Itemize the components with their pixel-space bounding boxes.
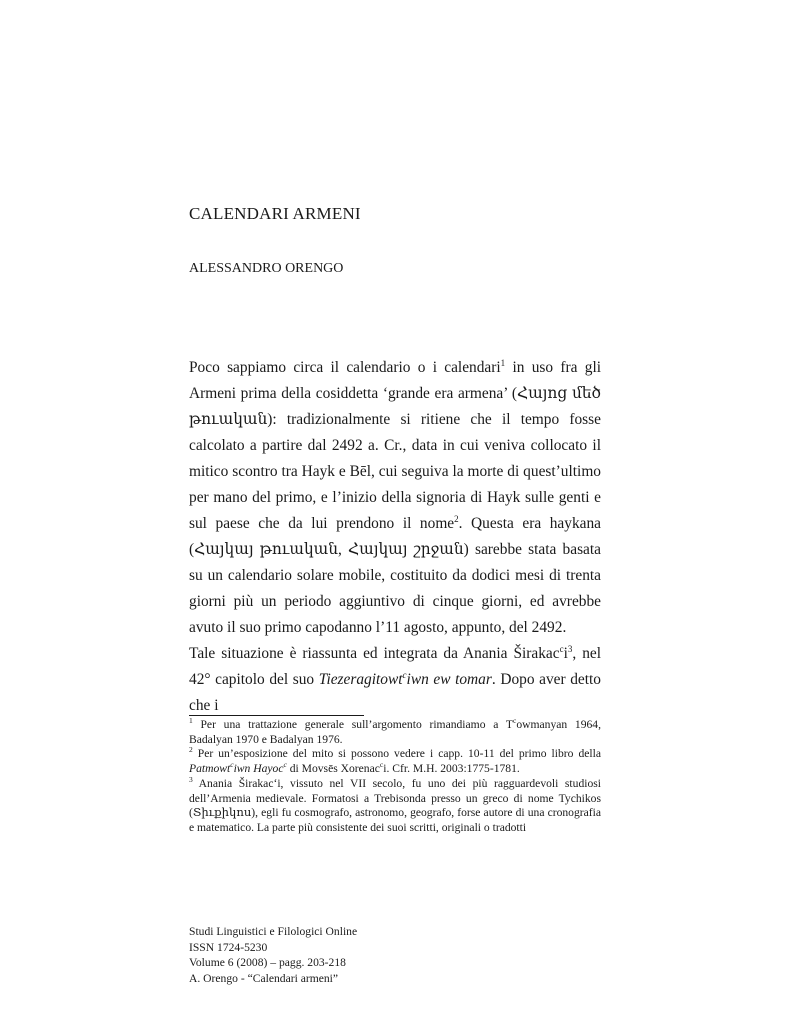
journal-volume: Volume 6 (2008) – pagg. 203-218: [189, 956, 346, 969]
journal-name: Studi Linguistici e Filologici Online: [189, 925, 358, 938]
journal-footer: [189, 924, 357, 986]
footnote-2: $^2$ Per un’esposizione del mito si possono vedere i capp. 10-11 del primo libro della Patmowt$^c$iwn Hayoc$^c$ di Movsēs Xorenac$^c$i. Cfr. M.H. 2003:1775-1781.: [189, 745, 601, 776]
footnote-number: 1: [189, 716, 193, 726]
author-name: ALESSANDRO ORENGO: [189, 261, 344, 276]
paper-title: CALENDARI ARMENI: [189, 204, 361, 223]
journal-issn: ISSN 1724-5230: [189, 940, 268, 954]
body-paragraph-1: Poco sappiamo circa il calendario o i calendari$^1$ in uso fra gli Armeni prima della cosiddetta ‘grande era armena’ (Հայոց մեծ թուական): tradizionalmente si ritiene che il tempo fosse calcolato a partire dal 2492 a. Cr., data in cui veniva collocato il mitico scontro tra Hayk e Bēl, cui seguiva la morte di quest’ultimo per mano del primo, e l’inizio della signoria di Hayk sulle genti e sul paese che da lui prendono il nome$^2$. Questa era haykana (Հայկայ թուական, Հայկայ շրջան) sarebbe stata basata su un calendario solare mobile, costituito da dodici mesi di trenta giorni più un periodo aggiuntivo di cinque giorni, ed avrebbe avuto il suo primo capodanno l’11 agosto, appunto, del 2492.: [189, 357, 601, 636]
footnote-number: 2: [189, 745, 193, 755]
footnote-1: $^1$ Per una trattazione generale sull’argomento rimandiamo a $T^cowmanyan$ 1964, Badalyan 1970 e Badalyan 1976.: [189, 716, 601, 746]
footnote-ref-2[interactable]: 2: [454, 513, 459, 524]
body-paragraph-2: Tale situazione è riassunta ed integrata da Anania $Širakac^ci^3$, nel 42° capitolo del suo Tiezeragitowt$^c$iwn ew tomar. Dopo aver detto che i: [189, 643, 601, 714]
footnote-number: 3: [189, 774, 193, 784]
footnote-ref-3[interactable]: 3: [567, 643, 573, 654]
article-citation: A. Orengo - “Calendari armeni”: [189, 971, 339, 985]
footnote-ref-1[interactable]: 1: [500, 357, 506, 368]
work-title: Patmowt$^c$iwn Hayoc$^c$: [189, 760, 287, 776]
footnote-separator: [189, 715, 364, 716]
work-title: Tiezeragitowt$^c$iwn ew tomar: [318, 669, 492, 688]
body-text: [189, 355, 601, 719]
footnotes: [189, 718, 601, 836]
footnote-3: $^3$ Anania Širakac‘i, vissuto nel VII secolo, fu uno dei più ragguardevoli studiosi dell’Armenia medievale. Formatosi a Trebisonda presso un greco di nome Tychikos (Տիւքիկոս), egli fu cosmografo, astronomo, geografo, forse autore di una cronografia e matematico. La parte più consistente dei suoi scritti, originali o tradotti: [189, 774, 601, 834]
